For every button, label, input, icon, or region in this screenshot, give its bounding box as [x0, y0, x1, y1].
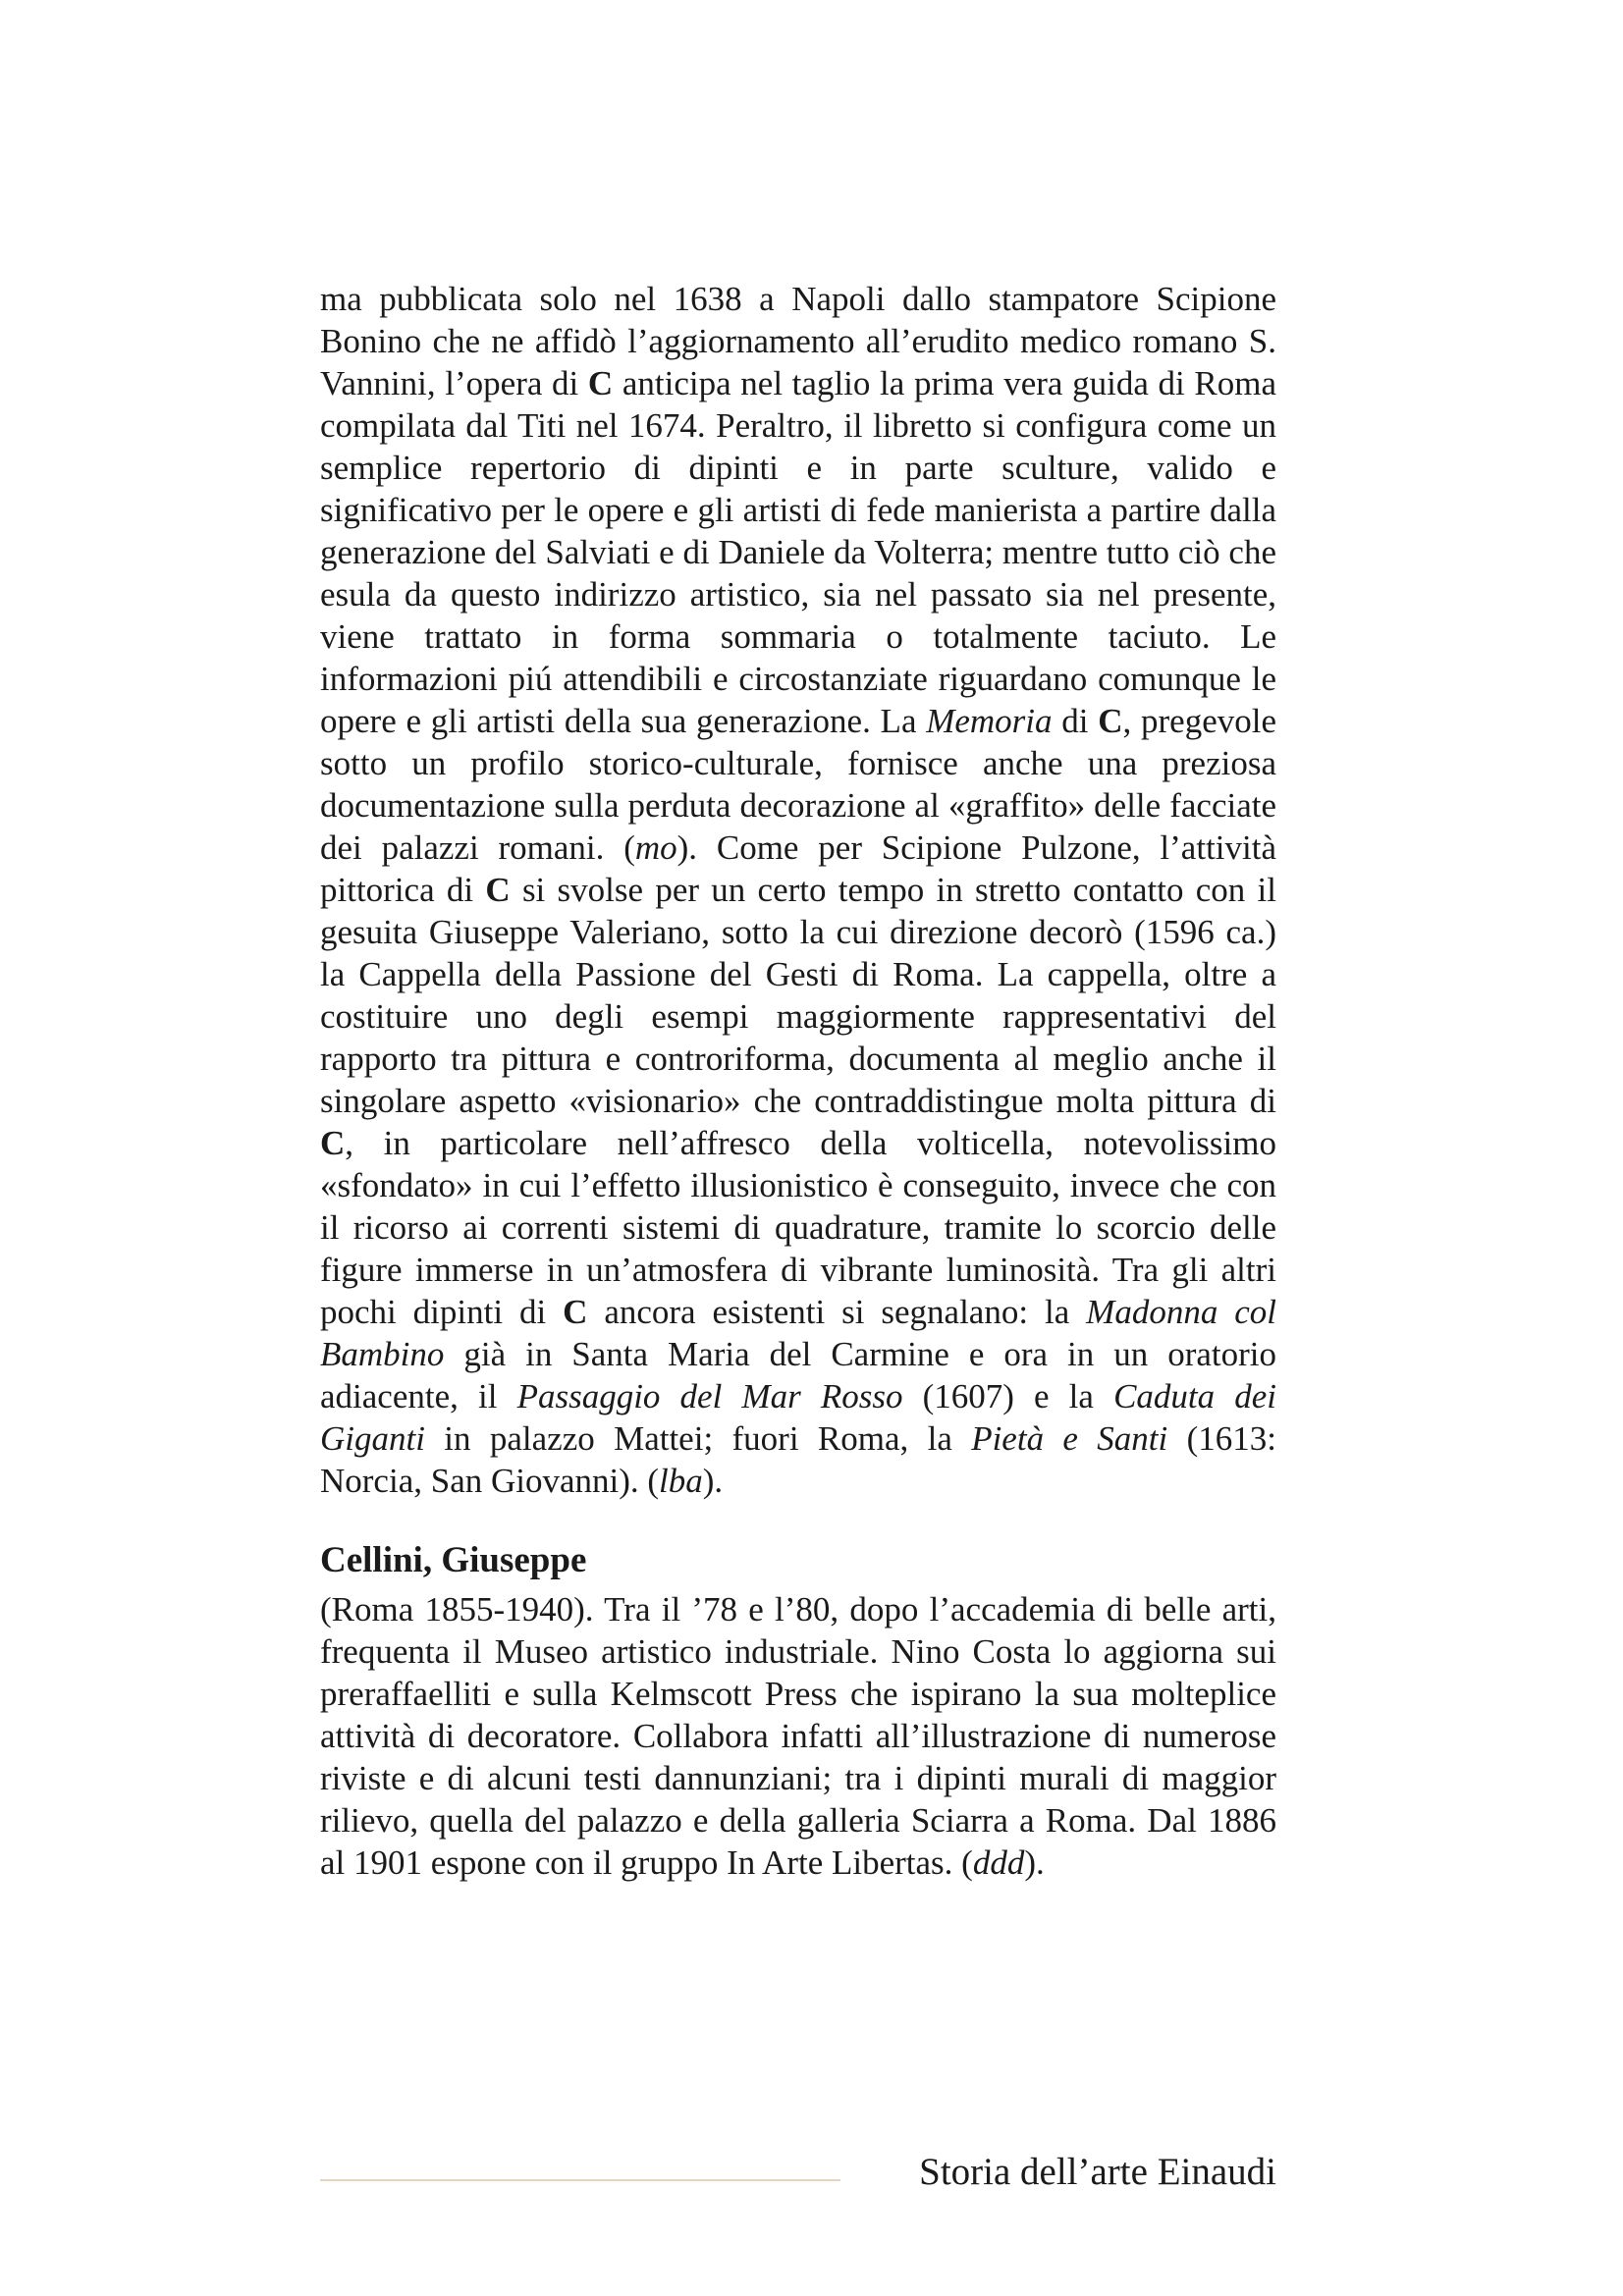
text-run: ma pubblicata solo nel 1638 a Napoli dallo stampatore Scipione Bonino che ne affidò l’aggiornamento all’erudito medico romano S. Vannini, l’opera di [320, 280, 1276, 402]
text-run: , in particolare nell’affresco della volticella, notevolissimo «sfondato» in cui l’effetto illusionistico è conseguito, invece che con il ricorso ai correnti sistemi di quadrature, tramite lo scorcio delle figure immerse in un’atmosfera di vibrante luminosità. Tra gli altri pochi dipinti di [320, 1124, 1276, 1331]
entry-paragraph [320, 278, 1276, 1502]
entry-heading: Cellini, Giuseppe [320, 1540, 587, 1580]
text-run: ). Come per Scipione Pulzone, l’attività pittorica di [320, 828, 1277, 909]
work-title: Pietà e Santi [971, 1419, 1168, 1458]
text-run: (1613: Norcia, San Giovanni). ( [320, 1419, 1276, 1500]
text-run: in palazzo Mattei; fuori Roma, la [424, 1419, 972, 1458]
footer-title: Storia dell’arte Einaudi [919, 2151, 1276, 2193]
footer-rule [320, 2179, 840, 2181]
text-run: già in Santa Maria del Carmine e ora in un oratorio adiacente, il [320, 1335, 1276, 1415]
page-content [320, 278, 1276, 1884]
entry-paragraph [320, 1588, 1276, 1884]
entry-abbreviation: C [1098, 702, 1123, 740]
author-initials: ddd [972, 1843, 1025, 1882]
author-initials: lba [659, 1462, 703, 1500]
text-run: ). [1024, 1843, 1045, 1882]
entry-abbreviation: C [563, 1293, 588, 1331]
text-run: (Roma 1855-1940). Tra il ’78 e l’80, dopo l’accademia di belle arti, frequenta il Museo artistico industriale. Nino Costa lo aggiorna sui preraffaelliti e sulla Kelmscott Press che ispirano la sua molteplice attività di decoratore. Collabora infatti all’illustrazione di numerose riviste e di alcuni testi dannunziani; tra i dipinti murali di maggior rilievo, quella del palazzo e della galleria Sciarra a Roma. Dal 1886 al 1901 espone con il gruppo In Arte Libertas. ( [320, 1590, 1276, 1882]
text-run: anticipa nel taglio la prima vera guida di Roma compilata dal Titi nel 1674. Peraltro, il libretto si configura come un semplice repertorio di dipinti e in parte sculture, valido e significativo per le opere e gli artisti di fede manierista a partire dalla generazione del Salviati e di Daniele da Volterra; mentre tutto ciò che esula da questo indirizzo artistico, sia nel passato sia nel presente, viene trattato in forma sommaria o totalmente taciuto. Le informazioni piú attendibili e circostanziate riguardano comunque le opere e gli artisti della sua generazione. La [320, 364, 1277, 740]
work-title: Passaggio del Mar Rosso [516, 1377, 903, 1415]
text-run: ). [702, 1462, 724, 1500]
entry-body [320, 1588, 1276, 1884]
text-run: ancora esistenti si segnalano: la [587, 1293, 1087, 1331]
text-run: , pregevole sotto un profilo storico-culturale, fornisce anche una preziosa documentazione sulla perduta decorazione al «graffito» delle facciate dei palazzi romani. ( [320, 702, 1276, 867]
author-initials: mo [634, 828, 677, 867]
work-title: Madonna col Bambino [320, 1293, 1277, 1373]
entry-continuation [320, 278, 1276, 1502]
text-run: si svolse per un certo tempo in stretto contatto con il gesuita Giuseppe Valeriano, sotto la cui direzione decorò (1596 ca.) la Cappella della Passione del Gesti di Roma. La cappella, oltre a costituire uno degli esempi maggiormente rappresentativi del rapporto tra pittura e controriforma, documenta al meglio anche il singolare aspetto «visionario» che contraddistingue molta pittura di [320, 871, 1276, 1120]
text-run: di [1052, 702, 1099, 740]
work-title: Memoria [926, 702, 1053, 740]
work-title: Caduta dei Giganti [320, 1377, 1277, 1458]
entry-abbreviation: C [587, 364, 614, 402]
page-footer [320, 2148, 1276, 2207]
text-run: (1607) e la [902, 1377, 1114, 1415]
entry-abbreviation: C [320, 1124, 346, 1162]
entry-abbreviation: C [485, 871, 511, 909]
